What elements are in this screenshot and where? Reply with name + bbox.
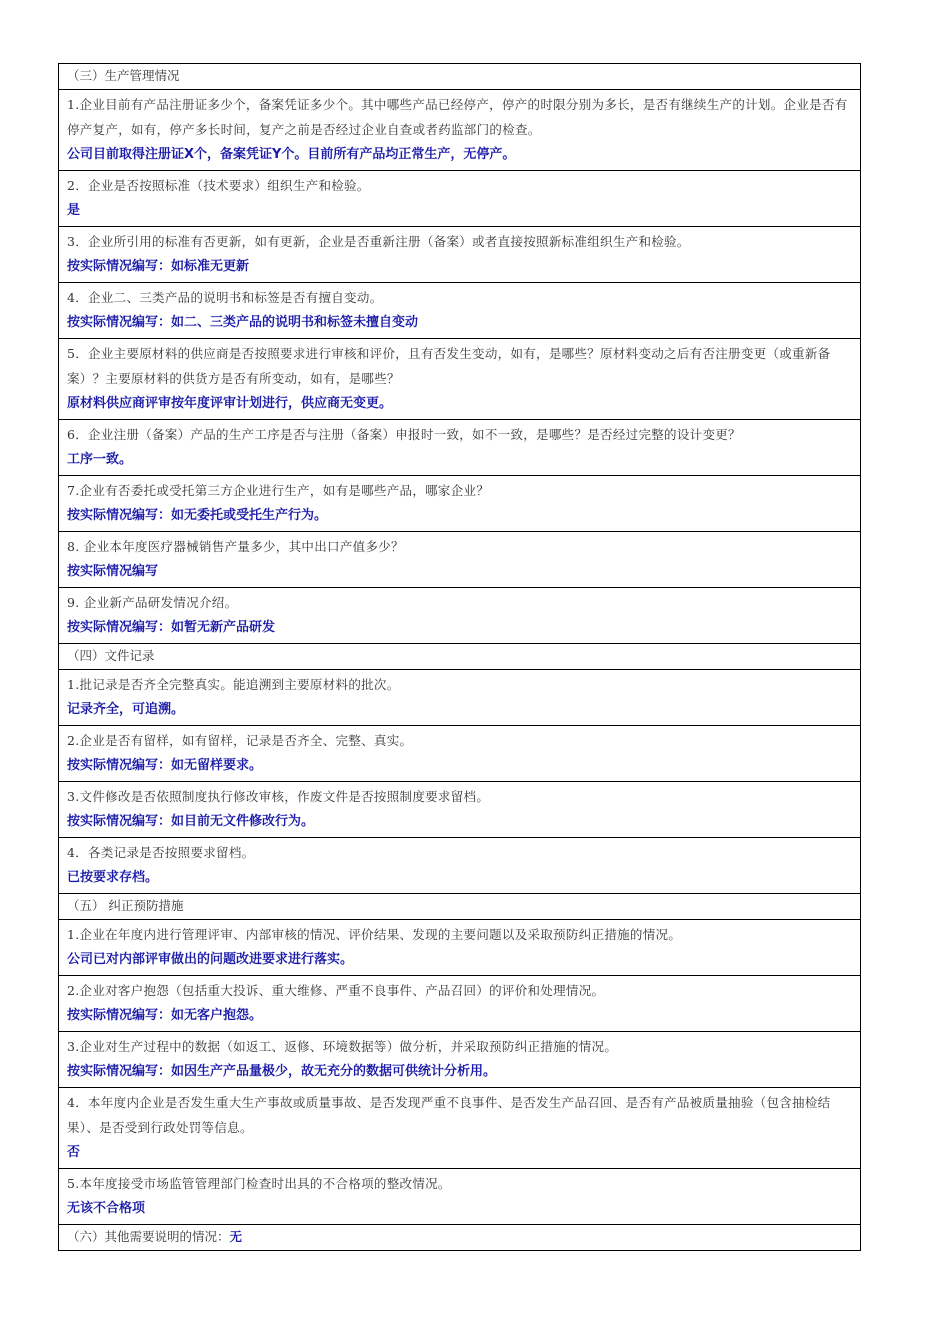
question-text: 4．本年度内企业是否发生重大生产事故或质量事故、是否发现严重不良事件、是否发生产品召回、是否有产品被质量抽验（包含抽检结果）、是否受到行政处罚等信息。	[67, 1095, 831, 1135]
qa-row	[59, 420, 861, 476]
section-title: （五） 纠正预防措施	[59, 894, 861, 920]
section-title: （三）生产管理情况	[59, 64, 861, 90]
answer-text: 按实际情况编写：如目前无文件修改行为。	[67, 814, 315, 829]
question-text: 1.企业目前有产品注册证多少个，备案凭证多少个。其中哪些产品已经停产，停产的时限分别为多长，是否有继续生产的计划。企业是否有停产复产，如有，停产多长时间，复产之前是否经过企业自查或者药监部门的检查。	[67, 97, 848, 137]
answer-text: 原材料供应商评审按年度评审计划进行，供应商无变更。	[67, 396, 393, 411]
question-text: 8. 企业本年度医疗器械销售产量多少，其中出口产值多少？	[67, 539, 404, 554]
question-text: 4．企业二、三类产品的说明书和标签是否有擅自变动。	[67, 290, 383, 305]
question-text: 1.企业在年度内进行管理评审、内部审核的情况、评价结果、发现的主要问题以及采取预防纠正措施的情况。	[67, 927, 682, 942]
section-other-notes	[59, 1225, 861, 1251]
qa-row	[59, 90, 861, 171]
answer-text: 工序一致。	[67, 452, 133, 467]
answer-text: 按实际情况编写：如无客户抱怨。	[67, 1008, 263, 1023]
qa-row	[59, 171, 861, 227]
qa-row	[59, 670, 861, 726]
qa-row	[59, 1169, 861, 1225]
answer-text: 按实际情况编写	[67, 564, 159, 579]
inspection-report-table	[58, 63, 861, 1251]
question-text: 7.企业有否委托或受托第三方企业进行生产，如有是哪些产品，哪家企业？	[67, 483, 490, 498]
answer-text: 无该不合格项	[67, 1201, 146, 1216]
answer-text: 按实际情况编写：如无委托或受托生产行为。	[67, 508, 328, 523]
qa-row	[59, 476, 861, 532]
question-text: 2．企业是否按照标准（技术要求）组织生产和检验。	[67, 178, 370, 193]
qa-row	[59, 283, 861, 339]
answer-text: 按实际情况编写：如因生产产品量极少，故无充分的数据可供统计分析用。	[67, 1064, 497, 1079]
section-header-corrective	[59, 894, 861, 920]
answer-text: 公司目前取得注册证X个，备案凭证Y个。目前所有产品均正常生产，无停产。	[67, 147, 516, 162]
section-header-records	[59, 644, 861, 670]
qa-row	[59, 532, 861, 588]
section-title: （四）文件记录	[59, 644, 861, 670]
question-text: 6．企业注册（备案）产品的生产工序是否与注册（备案）申报时一致，如不一致，是哪些？是否经过完整的设计变更？	[67, 427, 741, 442]
question-text: 2.企业是否有留样，如有留样，记录是否齐全、完整、真实。	[67, 733, 413, 748]
qa-row	[59, 588, 861, 644]
qa-row	[59, 782, 861, 838]
question-text: 3.企业对生产过程中的数据（如返工、返修、环境数据等）做分析，并采取预防纠正措施的情况。	[67, 1039, 618, 1054]
answer-text: 按实际情况编写：如标准无更新	[67, 259, 250, 274]
other-notes-value: 无	[229, 1229, 243, 1244]
qa-row	[59, 920, 861, 976]
answer-text: 按实际情况编写：如无留样要求。	[67, 758, 263, 773]
answer-text: 记录齐全，可追溯。	[67, 702, 185, 717]
qa-row	[59, 726, 861, 782]
question-text: 2.企业对客户抱怨（包括重大投诉、重大维修、严重不良事件、产品召回）的评价和处理情况。	[67, 983, 605, 998]
qa-row	[59, 976, 861, 1032]
answer-text: 按实际情况编写：如二、三类产品的说明书和标签未擅自变动	[67, 315, 419, 330]
question-text: 3．企业所引用的标准有否更新，如有更新，企业是否重新注册（备案）或者直接按照新标准组织生产和检验。	[67, 234, 690, 249]
answer-text: 已按要求存档。	[67, 870, 159, 885]
qa-row	[59, 838, 861, 894]
question-text: 1.批记录是否齐全完整真实。能追溯到主要原材料的批次。	[67, 677, 400, 692]
qa-row	[59, 1032, 861, 1088]
section-header-production	[59, 64, 861, 90]
qa-row	[59, 339, 861, 420]
question-text: 9. 企业新产品研发情况介绍。	[67, 595, 238, 610]
question-text: 4．各类记录是否按照要求留档。	[67, 845, 255, 860]
answer-text: 按实际情况编写：如暂无新产品研发	[67, 620, 276, 635]
other-notes-label: （六）其他需要说明的情况：	[67, 1229, 230, 1244]
question-text: 3.文件修改是否依照制度执行修改审核，作废文件是否按照制度要求留档。	[67, 789, 490, 804]
qa-row	[59, 227, 861, 283]
answer-text: 是	[67, 203, 81, 218]
answer-text: 否	[67, 1145, 81, 1160]
question-text: 5．企业主要原材料的供应商是否按照要求进行审核和评价，且有否发生变动，如有，是哪些？原材料变动之后有否注册变更（或重新备案）？主要原材料的供货方是否有所变动，如有，是哪些？	[67, 346, 831, 386]
answer-text: 公司已对内部评审做出的问题改进要求进行落实。	[67, 952, 354, 967]
question-text: 5.本年度接受市场监管管理部门检查时出具的不合格项的整改情况。	[67, 1176, 451, 1191]
qa-row	[59, 1088, 861, 1169]
